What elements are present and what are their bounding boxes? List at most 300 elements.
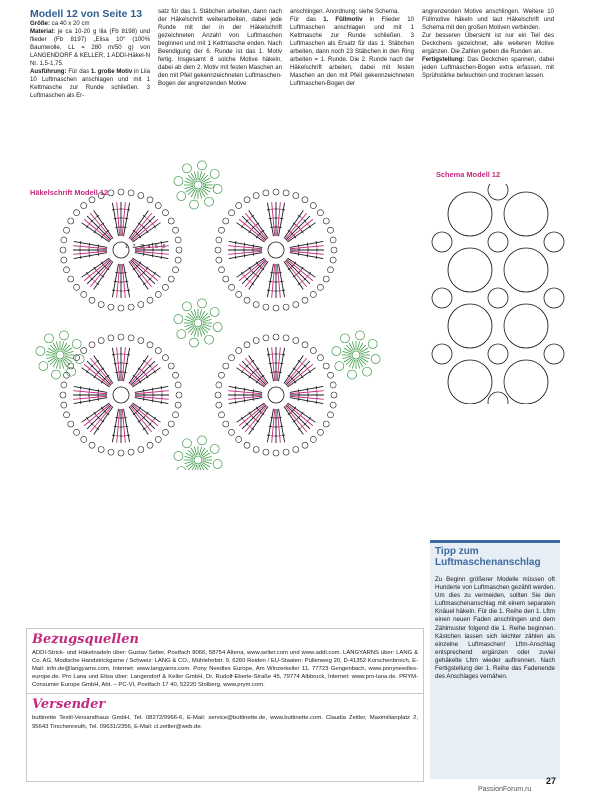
chain-loop bbox=[223, 421, 229, 427]
chain-loop bbox=[323, 363, 329, 369]
round-number: 2 bbox=[132, 244, 136, 250]
stitch-bar bbox=[269, 218, 272, 219]
stitch-bar bbox=[270, 417, 273, 418]
chain-loop bbox=[162, 355, 168, 361]
chain-loop bbox=[60, 247, 66, 253]
stitch bbox=[130, 406, 152, 432]
stitch bbox=[249, 356, 268, 384]
stitch-bar bbox=[112, 209, 115, 210]
chain-loop bbox=[147, 342, 153, 348]
chain-loop bbox=[236, 203, 242, 209]
stitch-bar bbox=[80, 386, 81, 389]
stitch bbox=[87, 260, 111, 284]
chain-loop bbox=[223, 218, 229, 224]
stitch-bar bbox=[125, 363, 128, 364]
column3-paragraph bbox=[290, 16, 414, 88]
filler-stitch bbox=[202, 464, 208, 470]
chain-loop bbox=[61, 237, 67, 243]
chain-loop bbox=[173, 372, 179, 378]
filler-loop bbox=[371, 354, 380, 363]
stitch-bar bbox=[253, 389, 254, 392]
filler-ring bbox=[194, 319, 202, 327]
filler-loop bbox=[205, 197, 214, 206]
chain-loop bbox=[273, 334, 279, 340]
chain-loop bbox=[273, 189, 279, 195]
chain-loop bbox=[293, 337, 299, 343]
filler-motif-circle bbox=[544, 232, 564, 252]
stitch-bar bbox=[143, 398, 144, 401]
execution-bold: 1. große Motiv bbox=[90, 68, 133, 76]
filler-stitch bbox=[64, 359, 70, 365]
stitch-bar bbox=[161, 256, 162, 259]
filler-loop bbox=[205, 335, 214, 344]
chain-loop bbox=[98, 192, 104, 198]
filler-motif bbox=[174, 299, 222, 347]
stitch-bar bbox=[269, 426, 272, 427]
chain-loop bbox=[108, 304, 114, 310]
stitch bbox=[285, 406, 307, 432]
chain-loop bbox=[236, 291, 242, 297]
stitch-bar bbox=[267, 209, 270, 210]
filler-stitch bbox=[346, 345, 352, 351]
chain-loop bbox=[293, 192, 299, 198]
chain-loop bbox=[138, 447, 144, 453]
stitch-bar bbox=[98, 389, 99, 392]
tip-header bbox=[430, 540, 560, 572]
stitch-bar bbox=[316, 256, 317, 259]
stitch-bar bbox=[114, 281, 117, 282]
stitch bbox=[288, 223, 316, 242]
tip-title: Tipp zum Luftmaschenanschlag bbox=[435, 546, 541, 568]
stitch-bar bbox=[115, 417, 118, 418]
round-number: 1 bbox=[125, 244, 129, 250]
filler-loop bbox=[368, 339, 377, 348]
material-label: Material: bbox=[30, 28, 56, 36]
filler-stitch bbox=[50, 359, 56, 365]
stitch bbox=[82, 368, 110, 387]
stitch-bar bbox=[80, 256, 81, 259]
chain-loop bbox=[302, 442, 308, 448]
stitch bbox=[129, 211, 148, 239]
chain-loop bbox=[218, 372, 224, 378]
stitch bbox=[239, 364, 265, 386]
filler-loop bbox=[44, 334, 53, 343]
chain-loop bbox=[175, 237, 181, 243]
filler-stitch bbox=[188, 313, 194, 319]
chain-loop bbox=[108, 190, 114, 196]
stitch-bar bbox=[244, 243, 245, 246]
execution-label: Ausführung: bbox=[30, 68, 67, 76]
text-column-2 bbox=[158, 8, 282, 88]
chain-loop bbox=[317, 429, 323, 435]
chain-loop bbox=[173, 227, 179, 233]
stitch bbox=[94, 262, 113, 290]
stitch bbox=[133, 403, 161, 422]
stitch-bar bbox=[161, 401, 162, 404]
stitch bbox=[245, 213, 267, 239]
chain-loop bbox=[168, 218, 174, 224]
shipper-title: Versender bbox=[32, 697, 106, 713]
stitch-bar bbox=[269, 363, 272, 364]
column4-text-a: angrenzenden Motive anschlingen. Weitere 10 Füllmotive häkeln und laut Häkelschrift und Schema mit den großen Motiven verbinden. bbox=[422, 8, 554, 32]
filler-stitch bbox=[202, 313, 208, 319]
stitch bbox=[287, 259, 313, 281]
chain-loop bbox=[155, 348, 161, 354]
chain-loop bbox=[173, 412, 179, 418]
stitch bbox=[82, 223, 110, 242]
column3-text-a: anschlingen. Anordnung: siehe Schema. bbox=[290, 8, 400, 15]
stitch-bar bbox=[127, 209, 130, 210]
chain-loop bbox=[244, 342, 250, 348]
chain-loop bbox=[98, 447, 104, 453]
chain-loop bbox=[168, 421, 174, 427]
chain-loop bbox=[128, 335, 134, 341]
stitch-bar bbox=[244, 388, 245, 391]
center-ring bbox=[268, 387, 284, 403]
chain-loop bbox=[229, 429, 235, 435]
chain-loop bbox=[147, 297, 153, 303]
tip-box bbox=[430, 540, 560, 788]
stitch bbox=[245, 261, 267, 287]
shipper-text: buttinette Textil-Versandhaus GmbH, Tel. 08272/9966-6, E-Mail: service@buttinette.de, www.buttinette.com. Claudia Zeitler, Maximilianplatz 2, 95643 Tirschenreuth, Tel. 09631/2356, E-Mail: cl.zeitler@web.de. bbox=[32, 715, 418, 730]
watermark: PassionForum.ru bbox=[478, 786, 532, 793]
diagram-label: Häkelschrift Modell 12 bbox=[30, 188, 109, 197]
chain-loop bbox=[283, 190, 289, 196]
stitch-bar bbox=[124, 372, 127, 373]
stitch bbox=[239, 219, 265, 241]
stitch bbox=[132, 364, 158, 386]
chain-loop bbox=[138, 192, 144, 198]
chain-loop bbox=[155, 436, 161, 442]
stitch-bar bbox=[127, 290, 130, 291]
large-motif bbox=[60, 334, 182, 456]
stitch bbox=[284, 407, 303, 435]
chain-loop bbox=[310, 348, 316, 354]
chain-loop bbox=[244, 297, 250, 303]
stitch-bar bbox=[161, 386, 162, 389]
stitch bbox=[133, 258, 161, 277]
stitch-bar bbox=[282, 290, 285, 291]
chain-loop bbox=[263, 449, 269, 455]
chain-loop bbox=[328, 267, 334, 273]
column3-text-b: Für das bbox=[290, 16, 324, 24]
filler-stitch bbox=[202, 327, 208, 333]
chain-loop bbox=[89, 342, 95, 348]
stitch-bar bbox=[112, 290, 115, 291]
chain-loop bbox=[89, 442, 95, 448]
stitch bbox=[132, 404, 158, 426]
stitch bbox=[133, 368, 161, 387]
stitch-bar bbox=[235, 241, 236, 244]
stitch-bar bbox=[280, 218, 283, 219]
filler-ring bbox=[56, 351, 64, 359]
round-number: 4 bbox=[147, 244, 151, 250]
chain-loop bbox=[223, 276, 229, 282]
chain-loop bbox=[118, 334, 124, 340]
large-motif-circle bbox=[504, 360, 548, 404]
column3-text-c: in Flieder 10 Luftmaschen anschlagen und mit 1 Kettmasche zur Runde schließen. 3 Luftmaschen als Ersatz für das 1. Stäbchen arbeiten, dann noch 23 Stäbchen in den Ring arbeiten = 1. Runde. Die 2. Runde nach der Häkelschrift arbeiten, dabei mit festen Maschen an den mit Pfeil gekennzeichneten Luftmaschen-Bogen der bbox=[290, 16, 414, 88]
chain-loop bbox=[175, 257, 181, 263]
filler-motif-circle bbox=[488, 232, 508, 252]
stitch bbox=[284, 211, 303, 239]
chain-loop bbox=[229, 284, 235, 290]
filler-motif-circle bbox=[432, 288, 452, 308]
filler-loop bbox=[182, 164, 191, 173]
stitch bbox=[132, 259, 158, 281]
chain-loop bbox=[138, 337, 144, 343]
finish-text: Das Deckchen spannen, dabei jeden Luftmaschen-Bogen extra erfassen, mit Sprühstärke befeuchten und trocknen lassen. bbox=[422, 56, 554, 80]
chain-loop bbox=[253, 192, 259, 198]
filler-loop bbox=[174, 315, 183, 324]
stitch-bar bbox=[112, 435, 115, 436]
stitch bbox=[287, 364, 313, 386]
stitch-bar bbox=[152, 399, 153, 402]
filler-stitch bbox=[360, 345, 366, 351]
large-motif-circle bbox=[448, 192, 492, 236]
stitch-bar bbox=[267, 435, 270, 436]
stitch-bar bbox=[307, 243, 308, 246]
round-number: 5 bbox=[155, 244, 159, 250]
chain-loop bbox=[118, 305, 124, 311]
stitch-bar bbox=[89, 399, 90, 402]
size-paragraph bbox=[30, 20, 150, 28]
stitch-bar bbox=[152, 254, 153, 257]
stitch bbox=[245, 406, 267, 432]
stitch-bar bbox=[298, 253, 299, 256]
filler-loop bbox=[52, 370, 61, 379]
stitch bbox=[286, 405, 310, 429]
stitch-bar bbox=[270, 272, 273, 273]
filler-loop bbox=[210, 169, 219, 178]
column3-bold: 1. Füllmotiv bbox=[323, 16, 363, 24]
stitch bbox=[84, 259, 110, 281]
chain-loop bbox=[236, 436, 242, 442]
filler-loop bbox=[190, 200, 199, 209]
stitch-bar bbox=[280, 426, 283, 427]
filler-motif-circle bbox=[432, 344, 452, 364]
stitch bbox=[237, 368, 265, 387]
filler-stitch bbox=[346, 359, 352, 365]
size-text: ca 40 x 20 cm bbox=[49, 20, 90, 27]
chain-loop bbox=[244, 197, 250, 203]
stitch bbox=[237, 223, 265, 242]
stitch bbox=[242, 260, 266, 284]
filler-stitch bbox=[64, 345, 70, 351]
stitch bbox=[133, 223, 161, 242]
stitch bbox=[286, 216, 310, 240]
text-column-3 bbox=[290, 8, 414, 88]
stitch bbox=[130, 261, 152, 287]
stitch bbox=[237, 403, 265, 422]
stitch bbox=[129, 356, 148, 384]
chain-loop bbox=[310, 203, 316, 209]
chain-loop bbox=[61, 257, 67, 263]
column2-text: satz für das 1. Stäbchen arbeiten, dann nach der Häkelschrift weiterarbeiten, dabei jede Runde mit der in der Häkelschrift gezeichneten Anzahl von Luftmaschen beginnen und mit 1 Kettmasche enden. Nach Beendigung der 6. Runde ist das 1. Motiv fertig. Insgesamt 8 solche Motive häkeln, dabei ab dem 2. Motiv mit festen Maschen an den mit Pfeil gekennzeichneten Luftmaschen-Bogen der angrenzenden Motive bbox=[158, 8, 282, 88]
stitch bbox=[239, 259, 265, 281]
stitch bbox=[285, 358, 307, 384]
chain-loop bbox=[323, 218, 329, 224]
stitch bbox=[94, 356, 113, 384]
stitch-bar bbox=[80, 241, 81, 244]
stitch bbox=[131, 405, 155, 429]
finish-label: Fertigstellung: bbox=[422, 56, 465, 64]
chain-loop bbox=[328, 227, 334, 233]
chain-loop bbox=[147, 197, 153, 203]
filler-loop bbox=[190, 338, 199, 347]
filler-loop bbox=[355, 331, 364, 340]
stitch bbox=[242, 405, 266, 429]
chain-loop bbox=[310, 291, 316, 297]
chain-loop bbox=[216, 382, 222, 388]
stitch bbox=[249, 262, 268, 290]
chain-loop bbox=[323, 276, 329, 282]
stitch-bar bbox=[307, 388, 308, 391]
chain-loop bbox=[263, 190, 269, 196]
filler-loop bbox=[363, 367, 372, 376]
chain-loop bbox=[175, 402, 181, 408]
chain-loop bbox=[128, 190, 134, 196]
chain-loop bbox=[216, 237, 222, 243]
chain-loop bbox=[263, 335, 269, 341]
chain-loop bbox=[330, 237, 336, 243]
chain-loop bbox=[162, 284, 168, 290]
chain-loop bbox=[331, 392, 337, 398]
chain-loop bbox=[89, 197, 95, 203]
chain-loop bbox=[302, 342, 308, 348]
chain-loop bbox=[108, 449, 114, 455]
chain-loop bbox=[216, 257, 222, 263]
stitch-bar bbox=[114, 363, 117, 364]
stitch-bar bbox=[235, 256, 236, 259]
chain-loop bbox=[218, 412, 224, 418]
stitch bbox=[287, 219, 313, 241]
stitch bbox=[242, 361, 266, 385]
chain-loop bbox=[229, 210, 235, 216]
chain-loop bbox=[331, 247, 337, 253]
model-title: Modell 12 von Seite 13 bbox=[30, 8, 143, 20]
page-number: 27 bbox=[546, 776, 557, 786]
chain-loop bbox=[74, 429, 80, 435]
stitch-bar bbox=[307, 399, 308, 402]
stitch-bar bbox=[124, 227, 127, 228]
stitch bbox=[84, 219, 110, 241]
chain-loop bbox=[155, 291, 161, 297]
stitch bbox=[287, 404, 313, 426]
filler-loop bbox=[36, 347, 45, 356]
chain-loop bbox=[81, 348, 87, 354]
size-label: Größe: bbox=[30, 20, 50, 27]
large-motif-circle bbox=[448, 360, 492, 404]
chain-loop bbox=[74, 284, 80, 290]
stitch-bar bbox=[316, 401, 317, 404]
stitch-bar bbox=[115, 272, 118, 273]
filler-motif-circle bbox=[544, 288, 564, 308]
filler-loop bbox=[197, 161, 206, 170]
chain-loop bbox=[175, 382, 181, 388]
sources-text: ADDI-Strick- und Häkelnadeln über: Gustav Selter, Postfach 8066, 58754 Altena, www.selter.com und www.addi.com. LANGYARNS über: LANG & Co. AG, Modische Handstrickgarne / Schweiz: LANG & CO., Mühlehofstr. 9, 6260 Reiden / EU-Staaten: Püllenweg 20, D-41352 Korschenbroich, E-Mail: info.de@langyarns.com, Internet: www.langyarns.com. Pony Needles Europe, Am Winzerkeller 11, 77723 Gengenbach, www.ponyneedles-europe.de. Pro Lana und Elisa über: Langendorf & Keller GmbH, Dr. Rudolf-Eberle-Straße 45, 79774 Albbruck, Internet: www.pro-lana.de. PRYM-Consumer Europe GmbH, Abt. – PC-VI, Postfach 17 40, 52220 Stolberg, www.prym.com. bbox=[32, 650, 418, 689]
chain-loop bbox=[302, 197, 308, 203]
stitch-bar bbox=[98, 244, 99, 247]
filler-loop bbox=[213, 322, 222, 331]
stitch bbox=[288, 258, 316, 277]
crochet-chart bbox=[26, 160, 426, 470]
filler-loop bbox=[174, 177, 183, 186]
execution-text-b: in Lila 10 Luftmaschen anschlagen und mit 1 Kettmasche zur Runde schließen. 3 Luftmaschen als Er- bbox=[30, 68, 150, 100]
filler-ring bbox=[194, 181, 202, 189]
filler-loop bbox=[197, 299, 206, 308]
filler-stitch bbox=[360, 359, 366, 365]
stitch bbox=[94, 407, 113, 435]
filler-loop bbox=[210, 307, 219, 316]
filler-stitch bbox=[202, 175, 208, 181]
filler-loop bbox=[210, 444, 219, 453]
stitch-bar bbox=[80, 401, 81, 404]
stitch-bar bbox=[143, 253, 144, 256]
chain-loop bbox=[283, 449, 289, 455]
stitch bbox=[239, 404, 265, 426]
chain-loop bbox=[176, 392, 182, 398]
stitch-bar bbox=[316, 241, 317, 244]
stitch bbox=[82, 258, 110, 277]
stitch-bar bbox=[282, 209, 285, 210]
stitch bbox=[237, 258, 265, 277]
large-motif-circle bbox=[448, 248, 492, 292]
chain-loop bbox=[98, 337, 104, 343]
large-motif-circle bbox=[504, 248, 548, 292]
chain-loop bbox=[283, 335, 289, 341]
chain-loop bbox=[218, 227, 224, 233]
stitch bbox=[129, 407, 148, 435]
chain-loop bbox=[162, 210, 168, 216]
filler-motif bbox=[332, 331, 380, 379]
stitch bbox=[132, 219, 158, 241]
stitch-bar bbox=[282, 354, 285, 355]
stitch-bar bbox=[253, 244, 254, 247]
stitch bbox=[82, 403, 110, 422]
chain-loop bbox=[60, 392, 66, 398]
filler-stitch bbox=[188, 327, 194, 333]
sources-title: Bezugsquellen bbox=[32, 632, 139, 647]
stitch-bar bbox=[269, 281, 272, 282]
filler-motif-circle bbox=[488, 344, 508, 364]
chain-loop bbox=[63, 412, 69, 418]
center-ring bbox=[268, 242, 284, 258]
chain-loop bbox=[98, 302, 104, 308]
stitch bbox=[284, 356, 303, 384]
chain-loop bbox=[330, 402, 336, 408]
stitch bbox=[90, 213, 112, 239]
stitch bbox=[285, 261, 307, 287]
chain-loop bbox=[293, 447, 299, 453]
round-number: 6 bbox=[162, 244, 166, 250]
chain-loop bbox=[244, 442, 250, 448]
chain-loop bbox=[168, 276, 174, 282]
filler-loop bbox=[182, 439, 191, 448]
filler-loop bbox=[59, 331, 68, 340]
stitch-bar bbox=[282, 435, 285, 436]
stitch-bar bbox=[125, 281, 128, 282]
stitch-bar bbox=[112, 354, 115, 355]
chain-loop bbox=[81, 291, 87, 297]
stitch-bar bbox=[125, 218, 128, 219]
chain-loop bbox=[108, 335, 114, 341]
chain-loop bbox=[263, 304, 269, 310]
chain-loop bbox=[89, 297, 95, 303]
large-motif-circle bbox=[448, 304, 492, 348]
chain-loop bbox=[310, 436, 316, 442]
stitch bbox=[84, 364, 110, 386]
chain-loop bbox=[68, 218, 74, 224]
